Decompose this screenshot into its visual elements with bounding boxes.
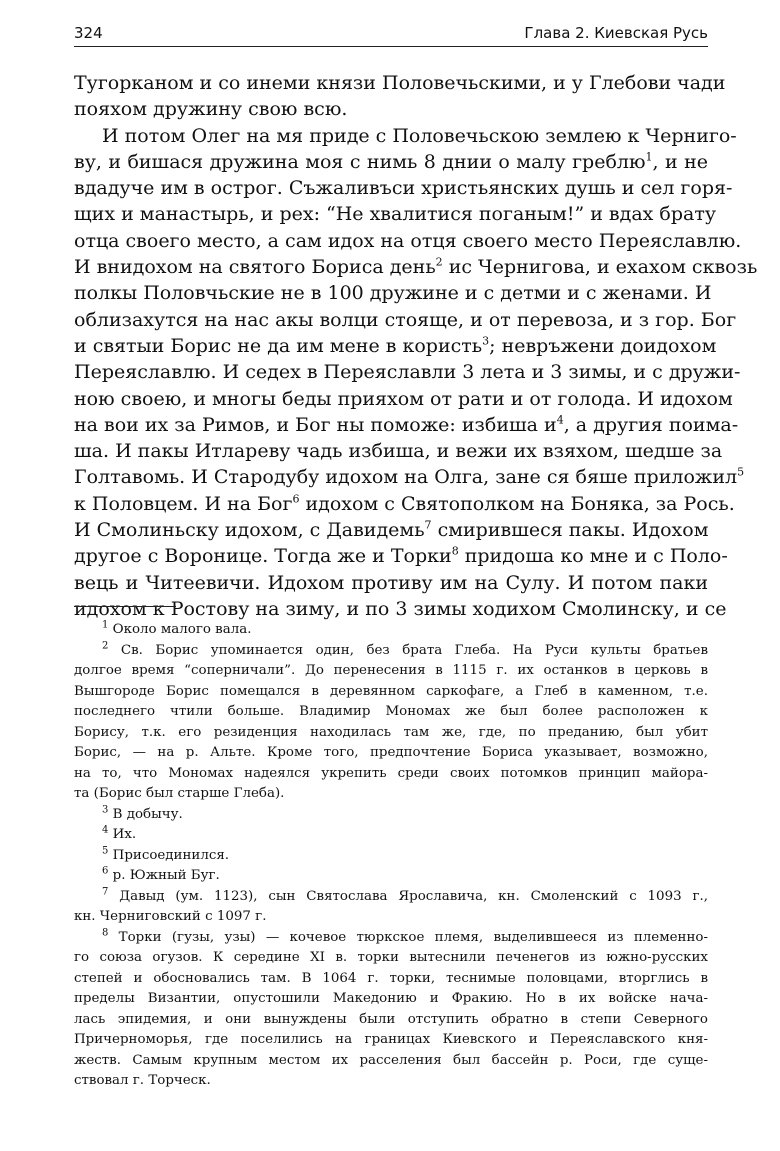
footnote-line: Вышгороде Борис помещался в деревянном саркофаге, а Глеб в каменном, т.е. (74, 683, 708, 699)
footnote-line: го союза огузов. К середине XI в. торки вытеснили печенегов из южно-русских (74, 950, 708, 965)
footnote-line: ствовал г. Торческ. (74, 1073, 211, 1088)
footnote-ref: 7 (424, 518, 432, 532)
text-line: вець и Читеевичи. Идохом противу им на Сулу. И потом паки (74, 571, 708, 594)
footnote-text: Св. Борис упоминается один, без брата Глеба. На Руси культы братьев (120, 642, 708, 658)
footnote-number: 7 (102, 886, 109, 898)
footnote-text: Их. (112, 827, 137, 842)
text-fragment: смирившеся пакы. Идохом (431, 519, 709, 542)
footnote-line: Борис, — на р. Альте. Кроме того, предпочтение Бориса указывает, возможно, (74, 745, 708, 760)
footnote-ref: 1 (645, 150, 653, 164)
text-fragment: к Половцем. И на Бог (74, 492, 293, 515)
text-fragment: Голтавомь. И Стародубу идохом на Олга, зане ся бяше приложил (74, 466, 738, 489)
text-fragment: , и не (652, 150, 708, 173)
text-line (74, 543, 728, 569)
text-fragment: и святыи Борис не да им мене в користь (74, 334, 483, 357)
footnote-line: долгое время “соперничали”. До перенесения в 1115 г. их останков в церковь в (74, 663, 708, 678)
text-fragment: , а другия поима- (563, 413, 739, 436)
footnote-line: та (Борис был старше Глеба). (74, 786, 285, 801)
footnote-ref: 5 (737, 466, 745, 480)
text-line: ною своею, и многы беды прияхом от рати и от голода. И идохом (74, 387, 733, 410)
text-line (74, 491, 735, 517)
footnote-text: р. Южный Буг. (112, 868, 220, 883)
footnote-text: Присоединился. (112, 847, 230, 863)
footnote-line: Причерноморья, где поселились на границах Киевского и Переяславского кня- (74, 1032, 708, 1047)
text-line (74, 464, 745, 490)
footnote (74, 641, 708, 662)
text-line: Тугорканом и со инеми князи Половечьскими, и у Глебови чади (74, 72, 726, 94)
footnote-number: 5 (102, 845, 109, 857)
footnote-number: 8 (102, 927, 109, 939)
text-line (74, 333, 717, 359)
text-line: отца своего место, а сам идох на отця своего место Переяславлю. (74, 229, 742, 252)
text-line (74, 254, 758, 280)
text-fragment: идохом с Святополком на Боняка, за Рось. (299, 492, 735, 515)
text-line (74, 517, 708, 543)
text-line: облизахутся на нас акы волци стояще, и от перевоза, и з гор. Бог (74, 308, 737, 331)
footnote (74, 928, 708, 949)
footnote-line: жеств. Самым крупным местом их расселения был бассейн р. Роси, где суще- (74, 1052, 708, 1068)
text-line (74, 149, 708, 175)
footnote-text: В добычу. (112, 806, 183, 822)
footnote-text: Давыд (ум. 1123), сын Святослава Ярославича, кн. Смоленский с 1093 г., (119, 888, 708, 904)
text-line: Переяславлю. И седех в Переяславли 3 лета и 3 зимы, и с дружи- (74, 361, 741, 384)
footnote (74, 825, 708, 846)
footnote-ref: 8 (451, 545, 459, 559)
footnote-number: 6 (102, 865, 109, 877)
footnote-line: степей и обосновались там. В 1064 г. торки, теснимые половцами, вторглись в (74, 970, 708, 986)
text-fragment: придоша ко мне и с Поло- (458, 545, 728, 568)
footnote (74, 866, 708, 887)
running-head-chapter: Глава 2. Киевская Русь (524, 24, 708, 42)
footnote-number: 2 (102, 640, 109, 652)
main-text (74, 70, 758, 622)
footnote-line: лась эпидемия, и они вынуждены были отступить обратно в степи Северного (74, 1011, 708, 1027)
footnote-ref: 6 (292, 492, 300, 506)
text-line: идохом к Ростову на зиму, и по 3 зимы ходихом Смолинску, и се (74, 597, 727, 620)
footnote-text: Около малого вала. (112, 622, 252, 637)
footnote-line: на то, что Мономах надеялся укрепить среди своих потомков принцип майора- (74, 765, 708, 781)
text-fragment: И Смолиньску идохом, с Давидемь (74, 519, 425, 542)
footnote-ref: 4 (556, 413, 564, 427)
footnote-number: 1 (102, 619, 109, 631)
page-number: 324 (74, 24, 103, 42)
footnote (74, 620, 708, 641)
text-fragment: другое с Воронице. Тогда же и Торки (74, 545, 452, 568)
footnote (74, 846, 708, 867)
text-line: И потом Олег на мя приде с Половечьскою землею к Черниго- (102, 124, 737, 147)
text-line: полкы Половчьские не в 100 дружине и с детми и с женами. И (74, 282, 712, 305)
page-header (74, 22, 708, 47)
text-fragment: ; невръжени доидохом (489, 334, 717, 357)
footnote (74, 887, 708, 908)
text-line: ша. И пакы Итлареву чадь избиша, и вежи их взяхом, шедше за (74, 440, 723, 463)
text-line (74, 412, 739, 438)
footnote (74, 805, 708, 826)
footnote-separator (74, 606, 176, 607)
text-fragment: ву, и бишася дружина моя с нимь 8 днии о малу греблю (74, 150, 646, 173)
footnotes (74, 620, 708, 1092)
text-fragment: И внидохом на святого Бориса день (74, 256, 436, 279)
text-fragment: ис Чернигова, и ехахом сквозь (442, 256, 758, 279)
footnote-number: 4 (102, 824, 109, 836)
footnote-ref: 3 (482, 334, 490, 348)
text-line: щих и манастырь, и рех: “Не хвалитися поганым!” и вдах брату (74, 203, 717, 226)
footnote-line: последнего чтили больше. Владимир Мономах же был более расположен к (74, 704, 708, 719)
footnote-line: Борису, т.к. его резиденция находилась там же, где, по преданию, был убит (74, 724, 708, 740)
footnote-line: пределы Византии, опустошили Македонию и Фракию. Но в их войске нача- (74, 991, 708, 1006)
footnote-number: 3 (102, 804, 109, 816)
text-line: пояхом дружину свою всю. (74, 98, 348, 121)
footnote-ref: 2 (435, 255, 443, 269)
footnote-line: кн. Черниговский с 1097 г. (74, 909, 267, 924)
text-line: вдадуче им в острог. Съжаливъси христьянских душь и сел горя- (74, 177, 733, 200)
text-fragment: на вои их за Римов, и Бог ны поможе: избиша и (74, 413, 557, 436)
footnote-text: Торки (гузы, узы) — кочевое тюркское племя, выделившееся из племенно- (118, 929, 708, 945)
